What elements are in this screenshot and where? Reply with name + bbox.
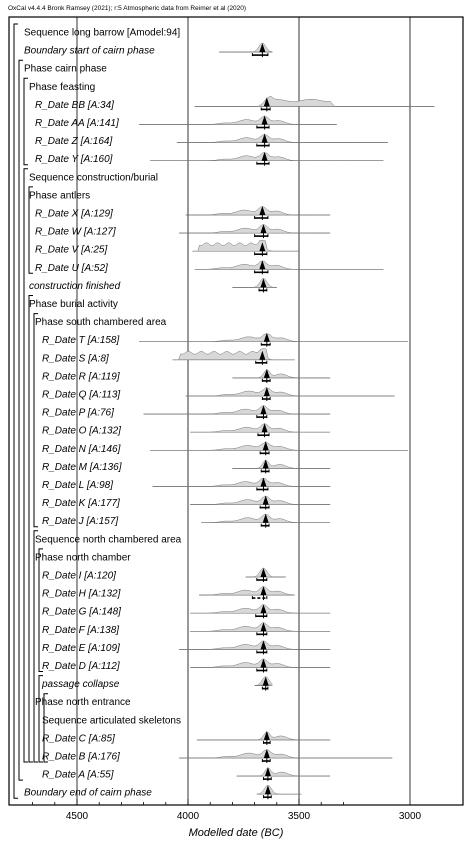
row-label: R_Date K [A:177] — [42, 498, 120, 510]
row-label: R_Date V [A:25] — [35, 244, 108, 256]
prior-distribution — [186, 388, 395, 396]
row-label: R_Date Q [A:113] — [42, 389, 121, 401]
row-label: R_Date N [A:146] — [42, 443, 121, 455]
row-label: Phase antlers — [29, 190, 91, 202]
group-bracket — [34, 314, 38, 527]
row-label: R_Date M [A:136] — [42, 461, 122, 473]
group-bracket — [24, 78, 28, 164]
prior-distribution — [190, 623, 330, 632]
row-label: R_Date C [A:85] — [42, 733, 115, 745]
tick-layer — [33, 799, 422, 822]
row-label: Phase cairn phase — [24, 63, 107, 75]
group-bracket — [14, 24, 18, 798]
prior-distribution — [139, 116, 337, 125]
row-label: R_Date I [A:120] — [42, 570, 116, 582]
prior-distribution — [179, 750, 392, 758]
prior-distribution — [232, 278, 276, 287]
row-label: R_Date G [A:148] — [42, 606, 121, 618]
row-label: R_Date P [A:76] — [42, 407, 114, 419]
prior-distribution — [186, 206, 330, 215]
row-label: R_Date X [A:129] — [35, 208, 113, 220]
row-label: Boundary start of cairn phase — [24, 45, 155, 57]
row-label: R_Date R [A:119] — [42, 371, 120, 383]
row-label: Boundary end of cairn phase — [24, 787, 152, 799]
prior-distribution — [197, 732, 330, 740]
row-label: R_Date W [A:127] — [35, 226, 116, 238]
row-label: R_Date J [A:157] — [42, 516, 119, 528]
x-tick-label: 4500 — [65, 811, 89, 822]
prior-distribution — [232, 460, 330, 468]
row-label: R_Date F [A:138] — [42, 624, 120, 636]
row-label: R_Date L [A:98] — [42, 480, 113, 491]
prior-distribution — [177, 134, 388, 143]
x-tick-label: 3500 — [287, 811, 311, 822]
row-label: R_Date E [A:109] — [42, 642, 120, 654]
prior-distribution — [237, 768, 330, 776]
row-label: Sequence articulated skeletons — [42, 715, 181, 727]
x-axis-label: Modelled date (BC) — [188, 827, 284, 839]
row-label: R_Date S [A:8] — [42, 353, 109, 365]
prior-distribution — [144, 406, 331, 414]
row-label: Sequence north chambered area — [35, 534, 182, 546]
row-label: R_Date A [A:55] — [42, 769, 114, 781]
prior-distribution — [190, 659, 330, 668]
prior-distribution — [195, 261, 384, 269]
row-label: R_Date B [A:176] — [42, 751, 120, 763]
row-label: R_Date Y [A:160] — [35, 154, 113, 166]
row-label: construction finished — [29, 280, 121, 292]
row-label: R_Date H [A:132] — [42, 588, 121, 600]
prior-distribution — [179, 641, 330, 649]
prior-distribution — [150, 442, 408, 451]
prior-distribution — [173, 349, 295, 360]
row-label: Phase burial activity — [29, 299, 118, 310]
prior-distribution — [195, 96, 435, 106]
row-label: R_Date BB [A:34] — [35, 99, 114, 111]
prior-distribution — [179, 225, 330, 233]
prior-distribution — [190, 424, 330, 433]
header-text: OxCal v4.4.4 Bronk Ramsey (2021); r:5 Atmospheric data from Reimer et al (2020) — [8, 5, 247, 12]
row-label: Phase south chambered area — [35, 317, 167, 329]
group-bracket — [24, 169, 28, 762]
prior-distribution — [190, 605, 330, 614]
row-label: R_Date U [A:52] — [35, 262, 108, 274]
x-tick-label: 3000 — [398, 811, 422, 822]
rows-layer — [24, 28, 434, 800]
row-label: Phase feasting — [29, 81, 96, 93]
row-label: R_Date T [A:158] — [42, 335, 120, 347]
row-label: R_Date D [A:112] — [42, 661, 120, 672]
row-label: passage collapse — [42, 679, 120, 691]
row-label: Phase north entrance — [35, 697, 131, 709]
row-label: Phase north chamber — [35, 552, 131, 564]
x-tick-label: 4000 — [176, 811, 200, 822]
prior-distribution — [199, 587, 295, 596]
row-label: Sequence construction/burial — [29, 172, 158, 184]
prior-distribution — [192, 240, 299, 251]
group-bracket — [19, 60, 23, 780]
prior-distribution — [190, 496, 330, 505]
row-label: R_Date AA [A:141] — [35, 118, 119, 129]
prior-distribution — [232, 370, 330, 378]
prior-distribution — [257, 785, 301, 794]
prior-distribution — [139, 334, 408, 342]
row-label: R_Date Z [A:164] — [35, 136, 113, 148]
group-bracket — [29, 296, 33, 763]
group-bracket — [34, 531, 38, 762]
prior-distribution — [153, 478, 331, 486]
row-label: Sequence long barrow [Amodel:94] — [24, 27, 181, 39]
row-label: R_Date O [A:132] — [42, 425, 121, 437]
